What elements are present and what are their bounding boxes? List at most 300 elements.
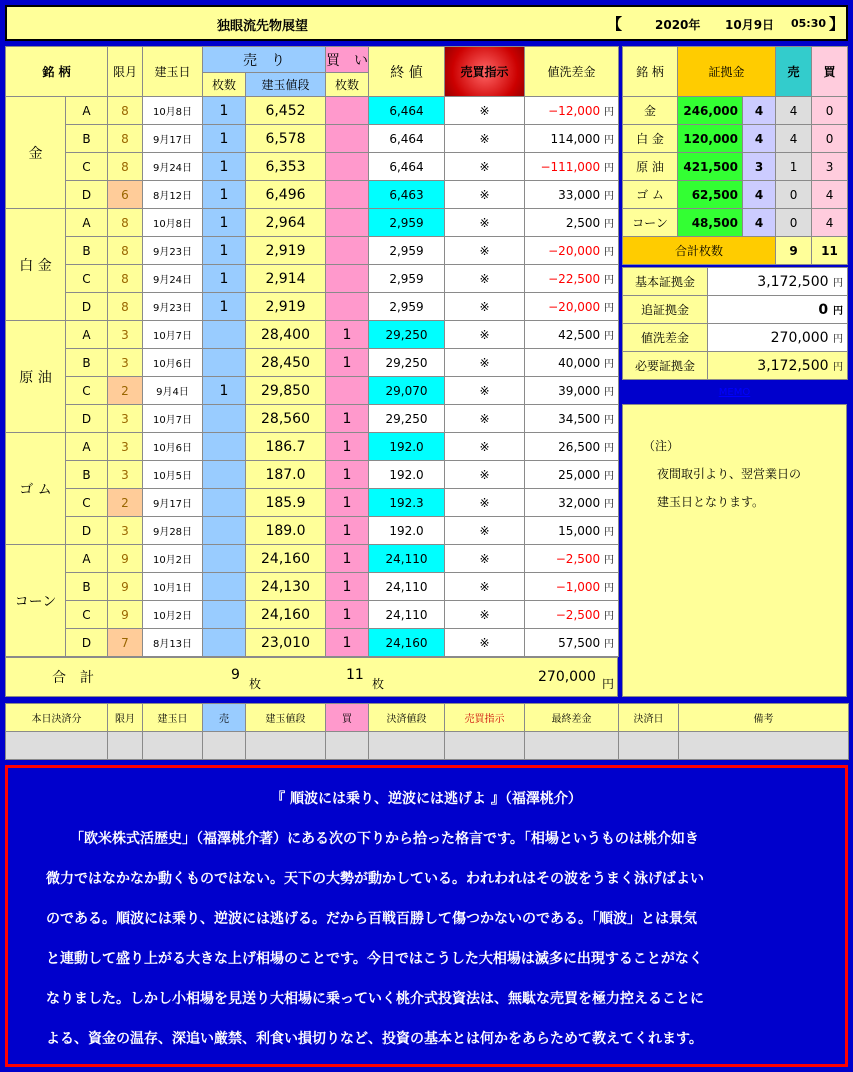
row-close: 192.3 <box>369 489 445 517</box>
position-row <box>6 601 619 629</box>
margin-lots: 4 <box>743 181 776 209</box>
wash-diff-value: 270,000 円 <box>708 324 848 352</box>
position-row <box>6 265 619 293</box>
row-open-price: 23,010 <box>246 629 326 657</box>
position-row <box>6 405 619 433</box>
row-open-date: 10月7日 <box>143 405 203 433</box>
row-open-price: 185.9 <box>246 489 326 517</box>
row-month: 3 <box>108 461 143 489</box>
quote-title: 『 順波には乗り、逆波には逃げよ 』（福澤桃介） <box>271 791 582 807</box>
row-sell-count <box>203 489 246 517</box>
margin-brand: ゴ ム <box>623 181 678 209</box>
header-month: 限月 <box>108 47 143 97</box>
row-instruction: ※ <box>445 265 525 293</box>
row-open-price: 6,496 <box>246 181 326 209</box>
quote-box <box>5 765 848 1067</box>
row-open-date: 8月13日 <box>143 629 203 657</box>
row-open-price: 6,353 <box>246 153 326 181</box>
total-diff-yen: 円 <box>602 677 615 691</box>
row-open-price: 2,964 <box>246 209 326 237</box>
row-sell-count <box>203 629 246 657</box>
row-open-price: 6,452 <box>246 97 326 125</box>
settle-header: 売 <box>203 704 246 732</box>
row-instruction: ※ <box>445 125 525 153</box>
settle-cell <box>108 732 143 760</box>
row-open-date: 9月17日 <box>143 489 203 517</box>
row-open-date: 10月8日 <box>143 97 203 125</box>
header-date: 10月9日 <box>725 18 775 32</box>
row-open-date: 10月2日 <box>143 545 203 573</box>
row-open-price: 24,160 <box>246 601 326 629</box>
total-sell: 9 <box>231 667 240 683</box>
row-diff: 57,500 円 <box>525 629 619 657</box>
total-diff: 270,000 <box>538 669 596 685</box>
row-diff: 33,000 円 <box>525 181 619 209</box>
group-brand: コーン <box>6 545 66 657</box>
row-open-price: 29,850 <box>246 377 326 405</box>
row-sell-count <box>203 461 246 489</box>
margin-header-buy: 買 <box>812 47 848 97</box>
margin-value: 62,500 <box>678 181 743 209</box>
row-diff: −1,000 円 <box>525 573 619 601</box>
row-instruction: ※ <box>445 377 525 405</box>
margin-sell: 0 <box>776 209 812 237</box>
margin-value: 421,500 <box>678 153 743 181</box>
total-buy-unit: 枚 <box>372 677 385 691</box>
row-code: D <box>66 629 108 657</box>
row-buy-count: 1 <box>326 489 369 517</box>
row-instruction: ※ <box>445 461 525 489</box>
memo-link[interactable]: MEMO <box>718 387 751 398</box>
total-buy: 11 <box>346 667 364 683</box>
row-buy-count: 1 <box>326 545 369 573</box>
margin-row <box>623 181 848 209</box>
row-close: 29,250 <box>369 321 445 349</box>
settle-header: 買 <box>326 704 369 732</box>
page-title: 独眼流先物展望 <box>217 19 309 34</box>
settle-header: 建玉日 <box>143 704 203 732</box>
row-month: 3 <box>108 321 143 349</box>
row-open-price: 2,914 <box>246 265 326 293</box>
row-buy-count <box>326 293 369 321</box>
row-sell-count: 1 <box>203 377 246 405</box>
row-diff: 15,000 円 <box>525 517 619 545</box>
quote-line: と連動して盛り上がる大きな上げ相場のことです。今日ではこうした大相場は滅多に出現することがなく <box>46 951 703 967</box>
row-month: 8 <box>108 209 143 237</box>
row-open-price: 28,560 <box>246 405 326 433</box>
row-buy-count: 1 <box>326 629 369 657</box>
row-month: 2 <box>108 489 143 517</box>
position-row <box>6 125 619 153</box>
required-margin-value: 3,172,500 円 <box>708 352 848 380</box>
settle-cell <box>6 732 108 760</box>
margin-buy: 4 <box>812 181 848 209</box>
row-close: 29,070 <box>369 377 445 405</box>
position-row <box>6 517 619 545</box>
row-month: 9 <box>108 573 143 601</box>
header-year: 2020年 <box>655 18 701 32</box>
header-buy-count: 枚数 <box>326 73 369 97</box>
row-sell-count <box>203 573 246 601</box>
row-diff: −20,000 円 <box>525 237 619 265</box>
row-month: 3 <box>108 349 143 377</box>
quote-line: 「欧米株式活歴史」（福澤桃介著）にある次の下りから拾った格言です。「相場というものは桃介如き <box>70 831 699 847</box>
row-close: 24,110 <box>369 601 445 629</box>
quote-line: よる、資金の温存、深追い厳禁、利食い損切りなど、投資の基本とは何かをあらためて教えてくれます。 <box>46 1031 703 1047</box>
margin-lots: 4 <box>743 125 776 153</box>
row-month: 3 <box>108 517 143 545</box>
row-code: B <box>66 349 108 377</box>
header-buy: 買 い <box>326 47 369 73</box>
margin-brand: 原 油 <box>623 153 678 181</box>
row-code: C <box>66 489 108 517</box>
position-row <box>6 153 619 181</box>
row-close: 2,959 <box>369 265 445 293</box>
row-month: 7 <box>108 629 143 657</box>
row-close: 6,464 <box>369 125 445 153</box>
row-buy-count <box>326 125 369 153</box>
row-close: 24,110 <box>369 545 445 573</box>
row-diff: −22,500 円 <box>525 265 619 293</box>
summary-table <box>622 267 848 380</box>
row-open-price: 2,919 <box>246 237 326 265</box>
margin-row <box>623 153 848 181</box>
row-month: 3 <box>108 405 143 433</box>
settle-header: 限月 <box>108 704 143 732</box>
margin-header-sell: 売 <box>776 47 812 97</box>
row-sell-count: 1 <box>203 153 246 181</box>
header-bar <box>5 5 848 41</box>
basic-margin-label: 基本証拠金 <box>623 268 708 296</box>
row-sell-count: 1 <box>203 265 246 293</box>
row-open-price: 186.7 <box>246 433 326 461</box>
row-code: C <box>66 153 108 181</box>
memo-box <box>622 404 847 697</box>
position-row <box>6 545 619 573</box>
row-instruction: ※ <box>445 517 525 545</box>
row-open-date: 10月1日 <box>143 573 203 601</box>
row-diff: 42,500 円 <box>525 321 619 349</box>
row-close: 192.0 <box>369 433 445 461</box>
row-open-date: 10月6日 <box>143 349 203 377</box>
row-buy-count <box>326 181 369 209</box>
row-open-price: 28,400 <box>246 321 326 349</box>
row-buy-count: 1 <box>326 461 369 489</box>
settle-header: 売買指示 <box>445 704 525 732</box>
row-close: 2,959 <box>369 209 445 237</box>
settle-cell <box>143 732 203 760</box>
row-code: B <box>66 237 108 265</box>
wash-diff-label: 値洗差金 <box>623 324 708 352</box>
additional-margin-value: 0 円 <box>708 296 848 324</box>
row-close: 2,959 <box>369 237 445 265</box>
position-row <box>6 433 619 461</box>
row-open-price: 24,130 <box>246 573 326 601</box>
settle-cell <box>679 732 849 760</box>
row-buy-count: 1 <box>326 573 369 601</box>
settle-cell <box>369 732 445 760</box>
row-month: 8 <box>108 97 143 125</box>
row-diff: −2,500 円 <box>525 545 619 573</box>
margin-buy: 4 <box>812 209 848 237</box>
header-sell: 売 り <box>203 47 326 73</box>
row-code: D <box>66 405 108 433</box>
row-instruction: ※ <box>445 321 525 349</box>
row-instruction: ※ <box>445 405 525 433</box>
row-diff: 39,000 円 <box>525 377 619 405</box>
position-row <box>6 321 619 349</box>
position-row <box>6 237 619 265</box>
settle-header: 備考 <box>679 704 849 732</box>
row-sell-count: 1 <box>203 97 246 125</box>
margin-lots: 3 <box>743 153 776 181</box>
row-open-price: 24,160 <box>246 545 326 573</box>
bracket-close: 】 <box>829 15 845 33</box>
position-row <box>6 209 619 237</box>
row-close: 6,464 <box>369 153 445 181</box>
row-instruction: ※ <box>445 601 525 629</box>
margin-row <box>623 97 848 125</box>
margin-total-buy: 11 <box>812 237 848 265</box>
header-open-price: 建玉値段 <box>246 73 326 97</box>
row-instruction: ※ <box>445 181 525 209</box>
quote-line: 微力ではなかなか動くものではない。天下の大勢が動かしている。われわれはその波をうまく泳げばよい <box>46 871 704 887</box>
row-instruction: ※ <box>445 97 525 125</box>
row-open-date: 9月4日 <box>143 377 203 405</box>
row-month: 9 <box>108 545 143 573</box>
settle-cell <box>246 732 326 760</box>
row-instruction: ※ <box>445 237 525 265</box>
header-brand: 銘 柄 <box>6 47 108 97</box>
group-brand: 金 <box>6 97 66 209</box>
row-buy-count <box>326 97 369 125</box>
position-row <box>6 181 619 209</box>
group-brand: 原 油 <box>6 321 66 433</box>
additional-margin-label: 追証拠金 <box>623 296 708 324</box>
row-month: 9 <box>108 601 143 629</box>
position-row <box>6 293 619 321</box>
row-close: 192.0 <box>369 461 445 489</box>
settle-cell <box>525 732 619 760</box>
total-sell-unit: 枚 <box>249 677 262 691</box>
row-instruction: ※ <box>445 209 525 237</box>
row-instruction: ※ <box>445 545 525 573</box>
row-buy-count: 1 <box>326 517 369 545</box>
row-sell-count <box>203 601 246 629</box>
settle-header: 本日決済分 <box>6 704 108 732</box>
row-diff: 2,500 円 <box>525 209 619 237</box>
basic-margin-value: 3,172,500 円 <box>708 268 848 296</box>
memo-line-1: 夜間取引より、翌営業日の <box>657 467 802 481</box>
row-open-price: 189.0 <box>246 517 326 545</box>
row-sell-count <box>203 517 246 545</box>
row-sell-count <box>203 405 246 433</box>
row-close: 2,959 <box>369 293 445 321</box>
row-sell-count: 1 <box>203 237 246 265</box>
row-open-price: 28,450 <box>246 349 326 377</box>
header-time: 05:30 <box>791 17 827 30</box>
row-open-date: 9月23日 <box>143 237 203 265</box>
row-instruction: ※ <box>445 573 525 601</box>
row-instruction: ※ <box>445 433 525 461</box>
row-buy-count: 1 <box>326 321 369 349</box>
row-open-date: 9月23日 <box>143 293 203 321</box>
quote-line: なりました。しかし小相場を見送り大相場に乗っていく桃介式投資法は、無駄な売買を極力控えることに <box>46 991 704 1007</box>
row-open-date: 10月7日 <box>143 321 203 349</box>
row-instruction: ※ <box>445 629 525 657</box>
row-code: A <box>66 209 108 237</box>
margin-sell: 0 <box>776 181 812 209</box>
position-row <box>6 629 619 657</box>
position-row <box>6 377 619 405</box>
row-code: A <box>66 321 108 349</box>
row-sell-count: 1 <box>203 209 246 237</box>
row-code: C <box>66 377 108 405</box>
settle-cell <box>326 732 369 760</box>
row-close: 24,110 <box>369 573 445 601</box>
row-sell-count: 1 <box>203 293 246 321</box>
row-month: 6 <box>108 181 143 209</box>
margin-header-brand: 銘 柄 <box>623 47 678 97</box>
row-code: C <box>66 265 108 293</box>
row-instruction: ※ <box>445 153 525 181</box>
row-month: 8 <box>108 153 143 181</box>
margin-brand: コーン <box>623 209 678 237</box>
row-diff: −12,000 円 <box>525 97 619 125</box>
row-sell-count: 1 <box>203 125 246 153</box>
row-buy-count <box>326 237 369 265</box>
row-open-date: 10月2日 <box>143 601 203 629</box>
group-brand: ゴ ム <box>6 433 66 545</box>
row-open-date: 9月17日 <box>143 125 203 153</box>
total-bar <box>5 657 618 697</box>
settle-header: 決済値段 <box>369 704 445 732</box>
row-buy-count <box>326 209 369 237</box>
margin-row <box>623 209 848 237</box>
margin-sell: 4 <box>776 125 812 153</box>
row-buy-count <box>326 377 369 405</box>
row-open-date: 8月12日 <box>143 181 203 209</box>
margin-total-row <box>623 237 848 265</box>
row-diff: −111,000 円 <box>525 153 619 181</box>
margin-value: 120,000 <box>678 125 743 153</box>
row-open-price: 2,919 <box>246 293 326 321</box>
row-close: 6,463 <box>369 181 445 209</box>
settle-cell <box>619 732 679 760</box>
header-open-date: 建玉日 <box>143 47 203 97</box>
row-open-date: 10月6日 <box>143 433 203 461</box>
position-row <box>6 97 619 125</box>
row-month: 8 <box>108 237 143 265</box>
position-row <box>6 573 619 601</box>
row-open-date: 9月24日 <box>143 153 203 181</box>
row-close: 29,250 <box>369 405 445 433</box>
settlement-table <box>5 703 849 760</box>
row-code: B <box>66 125 108 153</box>
margin-buy: 3 <box>812 153 848 181</box>
settle-cell <box>445 732 525 760</box>
row-code: D <box>66 293 108 321</box>
memo-note-title: （注） <box>643 439 680 453</box>
quote-line: のである。順波には乗り、逆波には逃げる。だから百戦百勝して傷つかないのである。「順波」とは景気 <box>46 911 697 927</box>
row-code: B <box>66 461 108 489</box>
row-month: 3 <box>108 433 143 461</box>
row-buy-count: 1 <box>326 433 369 461</box>
margin-value: 246,000 <box>678 97 743 125</box>
row-open-date: 9月24日 <box>143 265 203 293</box>
margin-total-label: 合計枚数 <box>623 237 776 265</box>
row-buy-count: 1 <box>326 349 369 377</box>
memo-link-wrap <box>622 384 847 402</box>
margin-sell: 1 <box>776 153 812 181</box>
row-code: D <box>66 517 108 545</box>
row-sell-count <box>203 321 246 349</box>
margin-total-sell: 9 <box>776 237 812 265</box>
row-sell-count <box>203 545 246 573</box>
row-buy-count: 1 <box>326 405 369 433</box>
row-diff: 114,000 円 <box>525 125 619 153</box>
row-diff: 40,000 円 <box>525 349 619 377</box>
row-close: 24,160 <box>369 629 445 657</box>
row-open-date: 9月28日 <box>143 517 203 545</box>
row-code: A <box>66 433 108 461</box>
row-open-price: 6,578 <box>246 125 326 153</box>
row-buy-count <box>326 153 369 181</box>
margin-lots: 4 <box>743 209 776 237</box>
positions-table <box>5 46 619 657</box>
row-buy-count <box>326 265 369 293</box>
row-month: 8 <box>108 293 143 321</box>
row-month: 2 <box>108 377 143 405</box>
row-close: 192.0 <box>369 517 445 545</box>
row-close: 29,250 <box>369 349 445 377</box>
margin-row <box>623 125 848 153</box>
row-diff: 32,000 円 <box>525 489 619 517</box>
margin-brand: 金 <box>623 97 678 125</box>
row-open-date: 10月5日 <box>143 461 203 489</box>
row-instruction: ※ <box>445 349 525 377</box>
settle-header: 決済日 <box>619 704 679 732</box>
row-instruction: ※ <box>445 293 525 321</box>
row-code: B <box>66 573 108 601</box>
row-diff: 34,500 円 <box>525 405 619 433</box>
memo-line-2: 建玉日となります。 <box>657 495 765 509</box>
row-code: A <box>66 545 108 573</box>
margin-buy: 0 <box>812 97 848 125</box>
row-diff: 25,000 円 <box>525 461 619 489</box>
margin-brand: 白 金 <box>623 125 678 153</box>
row-sell-count <box>203 433 246 461</box>
required-margin-label: 必要証拠金 <box>623 352 708 380</box>
margin-buy: 0 <box>812 125 848 153</box>
row-sell-count <box>203 349 246 377</box>
row-diff: −20,000 円 <box>525 293 619 321</box>
row-month: 8 <box>108 265 143 293</box>
header-instruction: 売買指示 <box>445 47 525 97</box>
group-brand: 白 金 <box>6 209 66 321</box>
row-diff: −2,500 円 <box>525 601 619 629</box>
total-label: 合 計 <box>52 670 94 686</box>
row-open-price: 187.0 <box>246 461 326 489</box>
position-row <box>6 489 619 517</box>
settle-header: 建玉値段 <box>246 704 326 732</box>
margin-sell: 4 <box>776 97 812 125</box>
row-code: A <box>66 97 108 125</box>
margin-lots: 4 <box>743 97 776 125</box>
row-open-date: 10月8日 <box>143 209 203 237</box>
position-row <box>6 349 619 377</box>
bracket-open: 【 <box>607 15 623 33</box>
